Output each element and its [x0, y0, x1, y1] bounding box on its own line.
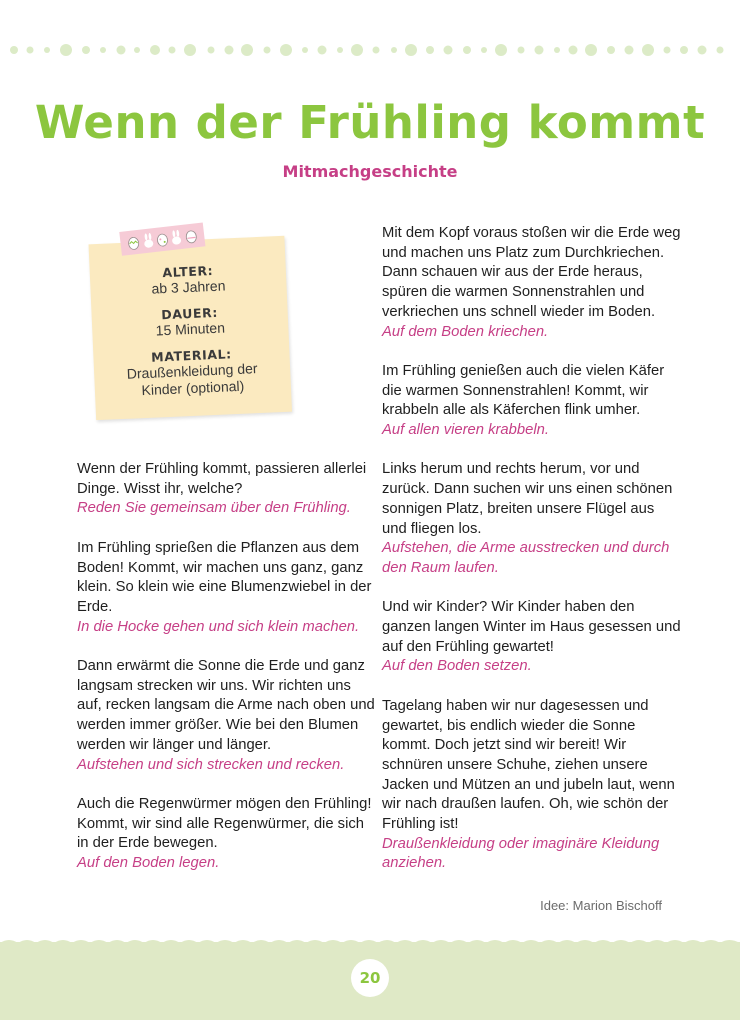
material-value-line: Draußenkleidung der	[126, 360, 258, 382]
story-line: sonnigen Platz, breiten unsere Flügel aus	[382, 500, 655, 517]
story-paragraph	[77, 460, 367, 519]
left-column	[77, 460, 375, 893]
story-line: langsam strecken wir uns. Wir richten uns	[77, 677, 351, 694]
story-paragraph	[382, 224, 681, 342]
page-title: Wenn der Frühling kommt	[34, 96, 706, 149]
story-paragraph	[77, 657, 375, 775]
story-paragraph	[382, 362, 672, 441]
bunny-icon	[140, 232, 156, 249]
author-credit: Idee: Marion Bischoff	[540, 898, 662, 913]
story-line: in der Erde bewegen.	[77, 835, 218, 852]
instruction-line: Auf allen vieren krabbeln.	[382, 422, 549, 439]
material-value-line: Kinder (optional)	[141, 377, 245, 399]
instruction-line: Draußenkleidung oder imaginäre Kleidung	[382, 835, 660, 852]
egg-icon	[183, 227, 199, 244]
egg-icon	[126, 234, 142, 251]
egg-icon	[154, 230, 170, 247]
story-line: Links herum und rechts herum, vor und	[382, 461, 640, 478]
instruction-line: Reden Sie gemeinsam über den Frühling.	[77, 500, 351, 517]
story-paragraph	[382, 460, 672, 578]
page-subtitle: Mitmachgeschichte	[282, 162, 458, 181]
story-line: Tagelang haben wir nur dagesessen und	[382, 697, 649, 714]
age-label: ALTER:	[162, 262, 214, 281]
footer-scalloped-edge	[0, 934, 740, 950]
instruction-line: anziehen.	[382, 855, 447, 872]
instruction-line: Auf den Boden legen.	[77, 855, 220, 872]
story-line: kommt. Doch jetzt sind wir bereit! Wir	[382, 737, 627, 754]
story-line: schnüren unsere Schuhe, ziehen unsere	[382, 756, 648, 773]
story-paragraph	[382, 598, 681, 677]
bunny-icon	[169, 229, 185, 246]
instruction-line: Auf den Boden setzen.	[382, 658, 532, 675]
info-card	[88, 224, 292, 420]
story-line: zurück. Dann suchen wir uns einen schönen	[382, 481, 673, 498]
top-dot-border	[0, 38, 740, 62]
story-line: verkriechen uns schnell wieder im Boden.	[382, 303, 656, 320]
story-line: Mit dem Kopf voraus stoßen wir die Erde weg	[382, 225, 681, 241]
story-line: ganzen langen Winter im Haus gesessen und	[382, 619, 681, 636]
story-paragraph	[382, 697, 675, 874]
story-line: Auch die Regenwürmer mögen den Frühling!	[77, 795, 372, 812]
story-line: Wenn der Frühling kommt, passieren allerlei	[77, 461, 367, 477]
story-line: Boden! Kommt, wir machen uns ganz, ganz	[77, 559, 364, 576]
story-line: Im Frühling sprießen die Pflanzen aus dem	[77, 539, 360, 556]
story-line: Dinge. Wisst ihr, welche?	[77, 480, 243, 497]
story-line: auf, recken langsam die Arme nach oben und	[77, 697, 375, 714]
right-column	[382, 224, 681, 894]
story-line: und fliegen los.	[382, 520, 482, 537]
story-line: Dann erwärmt die Sonne die Erde und ganz	[77, 658, 365, 674]
instruction-line: Aufstehen, die Arme ausstrecken und durch	[382, 540, 670, 557]
instruction-line: den Raum laufen.	[382, 559, 499, 576]
story-line: Dann schauen wir aus der Erde heraus,	[382, 264, 643, 281]
story-line: die warmen Sonnenstrahlen! Kommt, wir	[382, 382, 649, 399]
duration-value: 15 Minuten	[155, 319, 226, 339]
story-line: wir nach draußen laufen. Oh, wie schön der	[382, 796, 669, 813]
story-line: Im Frühling genießen auch die vielen Käfer	[382, 362, 665, 379]
story-line: Erde.	[77, 598, 113, 615]
story-line: werden immer größer. Wie bei den Blumen	[77, 717, 359, 734]
instruction-line: Aufstehen und sich strecken und recken.	[77, 756, 345, 773]
info-note	[89, 236, 292, 420]
story-line: Frühling ist!	[382, 816, 459, 833]
story-paragraph	[77, 795, 372, 874]
material-label: MATERIAL:	[150, 346, 233, 365]
story-line: krabbeln alle als Käferchen flink umher.	[382, 402, 641, 419]
story-line: werden wir länger und länger.	[77, 736, 272, 753]
story-paragraph	[77, 539, 372, 638]
page-number: 20	[351, 959, 389, 997]
story-line: und machen uns Platz zum Durchkriechen.	[382, 244, 665, 261]
story-line: auf den Frühling gewartet!	[382, 638, 554, 655]
story-line: Und wir Kinder? Wir Kinder haben den	[382, 599, 635, 616]
duration-label: DAUER:	[161, 304, 219, 323]
story-line: gewartet, bis endlich wieder die Sonne	[382, 717, 636, 734]
story-line: spüren die warmen Sonnenstrahlen und	[382, 284, 645, 301]
story-line: klein. So klein wie eine Blumenzwiebel in der	[77, 579, 372, 596]
story-line: Jacken und Mützen an und jubeln laut, wenn	[382, 776, 675, 793]
story-line: Kommt, wir sind alle Regenwürmer, die sich	[77, 815, 365, 832]
instruction-line: In die Hocke gehen und sich klein machen.	[77, 618, 360, 635]
age-value: ab 3 Jahren	[151, 277, 226, 297]
instruction-line: Auf dem Boden kriechen.	[382, 323, 549, 340]
